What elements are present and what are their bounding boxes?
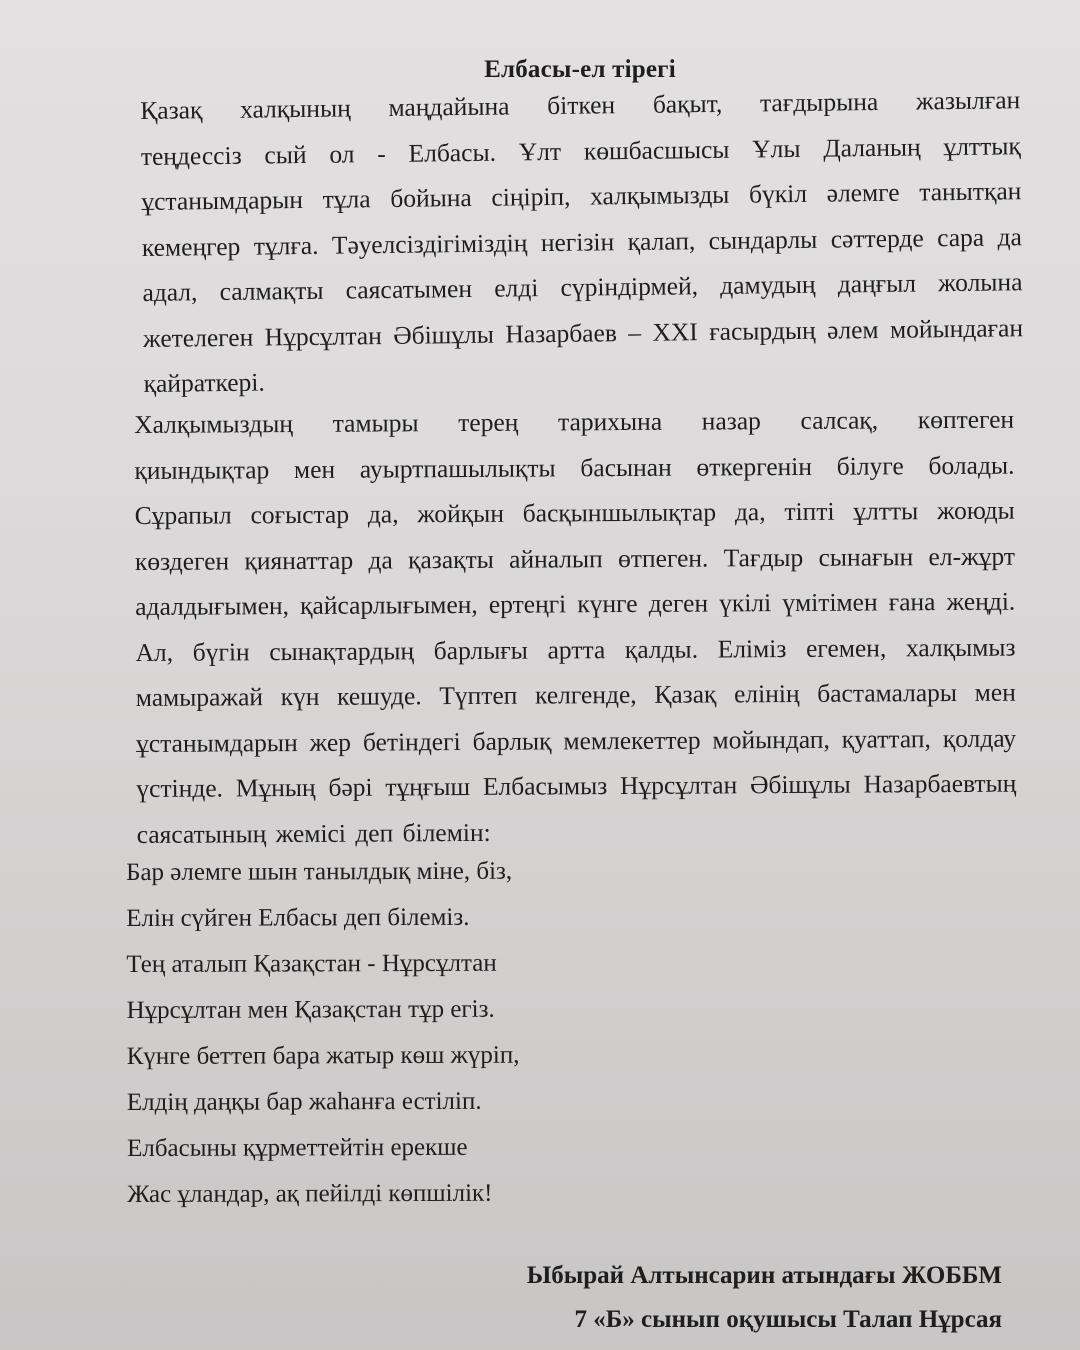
signature-student: 7 «Б» сынып оқушысы Талап Нұрсая (574, 1306, 1002, 1333)
text-line: көздеген қиянаттар да қазақты айналып өтпеген. Тағдыр сынағын ел-жұрт (134, 541, 1016, 576)
text-line: адал, салмақты саясатымен елді сүріндірмей, дамудың даңғыл жолына (142, 267, 1023, 307)
text-line: ұстанымдарын жер бетіндегі барлық мемлекеттер мойындап, қуаттап, қолдау (135, 723, 1017, 758)
poem-line: Елбасыны құрметтейтін ерекше (126, 1133, 468, 1162)
text-line: Халқымыздың тамыры терең тарихына назар салсақ, көптеген (134, 404, 1015, 439)
text-line: Ал, бүгін сынақтардың барлығы артта қалды. Еліміз егемен, халқымыз (135, 632, 1016, 667)
text-line: ұстанымдарын тұла бойына сіңіріп, халқымызды бүкіл әлемге танытқан (141, 176, 1022, 216)
poem-line: Елдің даңқы бар жаһанға естіліп. (126, 1087, 482, 1116)
text-line: қайраткері. (143, 367, 265, 398)
signature-school: Ыбырай Алтынсарин атындағы ЖОББМ (526, 1262, 1002, 1289)
text-line: Сұрапыл соғыстар да, жойқын басқыншылықтар да, тіпті ұлтты жоюды (134, 495, 1015, 530)
text-line: үстінде. Мұның бәрі тұңғыш Елбасымыз Нұрсұлтан Әбішұлы Назарбаевтың (136, 768, 1017, 803)
text-line: теңдессіз сый ол - Елбасы. Ұлт көшбасшысы Ұлы Даланың ұлттық (140, 130, 1021, 171)
poem-line: Тең аталып Қазақстан - Нұрсұлтан (126, 949, 497, 978)
poem-line: Бар әлемге шын танылдық міне, біз, (126, 857, 513, 886)
poem (126, 849, 520, 1218)
poem-line: Күнге беттеп бара жатыр көш жүріп, (126, 1041, 520, 1070)
text-line: кемеңгер тұлға. Тәуелсіздігіміздің негізін қалап, сындарлы сәттерде сара да (141, 221, 1023, 262)
text-line: адалдығымен, қайсарлығымен, ертеңгі күнге деген үкілі үмітімен ғана жеңді. (135, 586, 1016, 621)
text-line: мамыражай күн кешуде. Түптеп келгенде, Қазақ елінің бастамалары мен (135, 677, 1016, 712)
document-title: Елбасы-ел тірегі (484, 56, 676, 83)
poem-line: Нұрсұлтан мен Қазақстан тұр егіз. (126, 995, 495, 1024)
paragraph-1 (140, 77, 1024, 406)
poem-line: Елін сүйген Елбасы деп білеміз. (126, 903, 470, 932)
paragraph-2 (134, 397, 1017, 857)
poem-line: Жас ұландар, ақ пейілді көпшілік! (127, 1179, 493, 1208)
text-line: жетелеген Нұрсұлтан Әбішұлы Назарбаев – XXI ғасырдың әлем мойындаған (142, 312, 1024, 353)
text-line: Қазақ халқының маңдайына біткен бақыт, тағдырына жазылған (140, 85, 1021, 125)
text-line: қиындықтар мен ауыртпашылықты басынан өткергенін білуге болады. (134, 450, 1015, 485)
text-line: саясатының жемісі деп білемін: (136, 817, 491, 849)
